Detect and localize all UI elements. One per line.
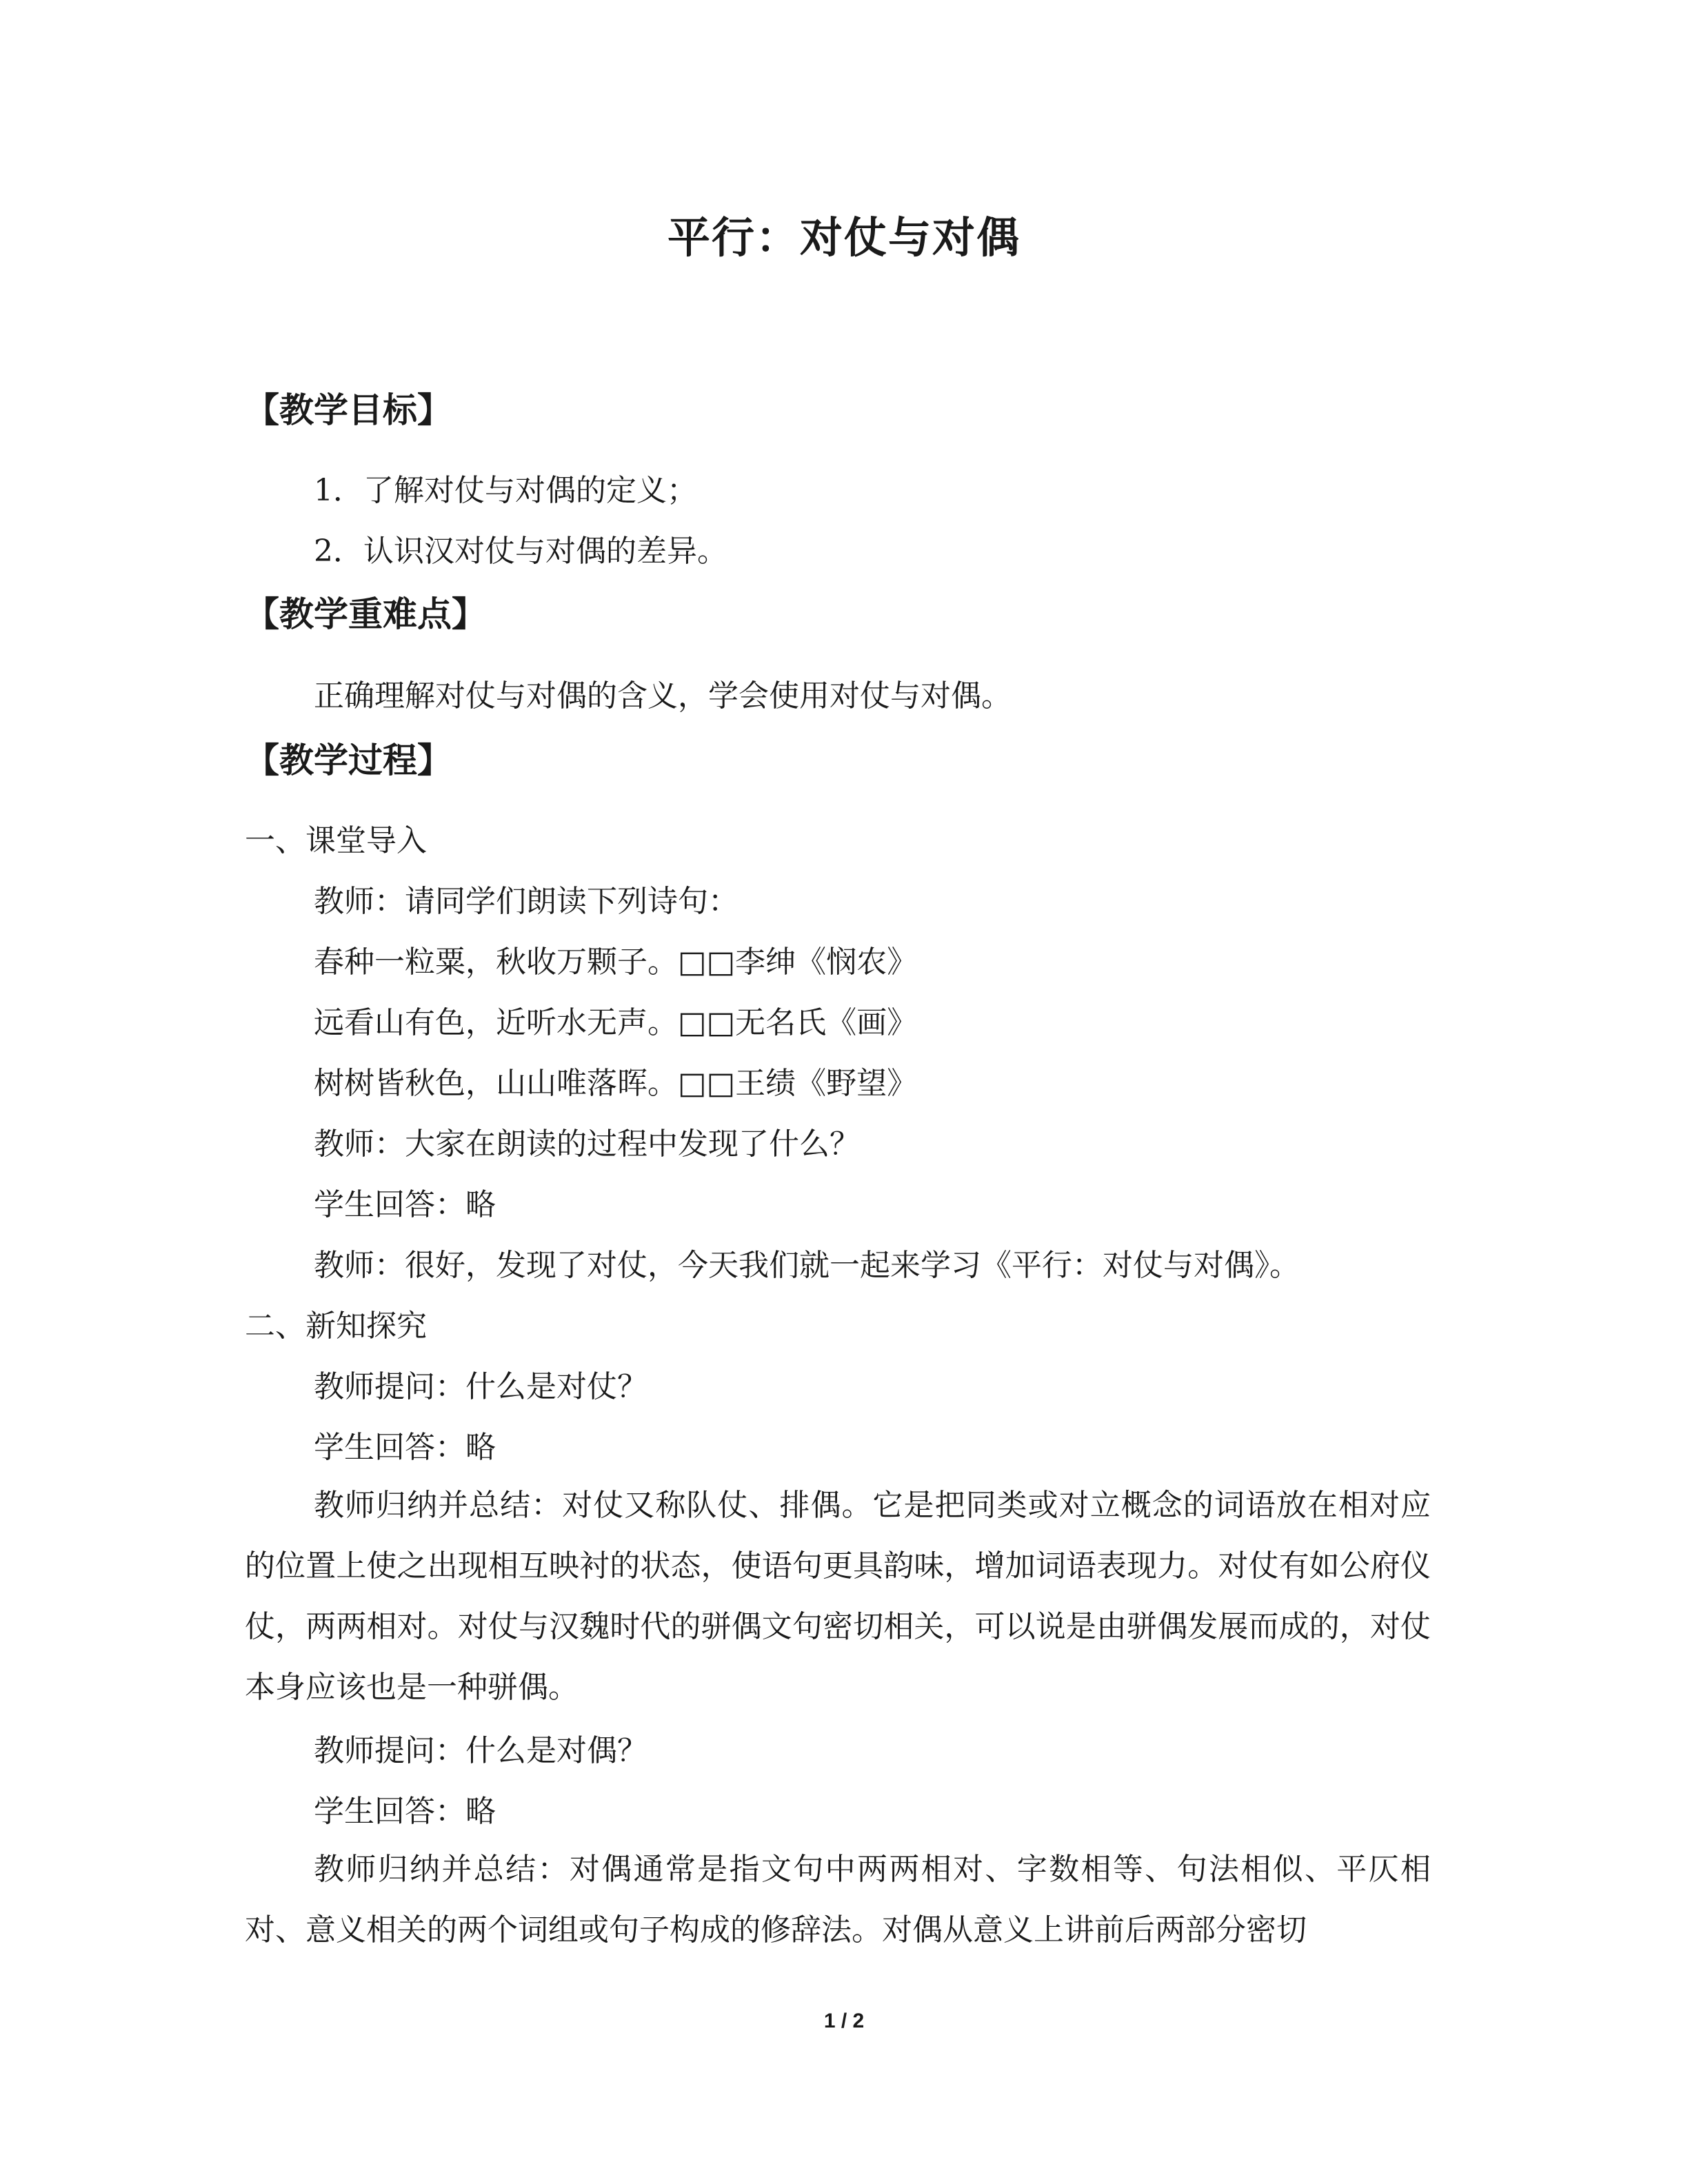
dialogue-line: 教师：请同学们朗读下列诗句： xyxy=(314,884,738,919)
dialogue-line: 学生回答：略 xyxy=(314,1430,496,1465)
objectives-heading: 【教学目标】 xyxy=(245,390,452,430)
section-title-intro: 一、课堂导入 xyxy=(245,823,427,858)
summary-paragraph: 教师归纳并总结：对偶通常是指文句中两两相对、字数相等、句法相似、平仄相对、意义相关的两个词组或句子构成的修辞法。对偶从意义上讲前后两部分密切 xyxy=(245,1852,1431,1948)
dialogue-line: 学生回答：略 xyxy=(314,1794,496,1829)
dialogue-line: 教师：大家在朗读的过程中发现了什么？ xyxy=(314,1126,860,1162)
poem-line: 远看山有色，近听水无声。□□无名氏《画》 xyxy=(314,1005,918,1040)
keypoints-heading: 【教学重难点】 xyxy=(245,594,486,634)
page-title: 平行：对仗与对偶 xyxy=(667,212,1021,263)
dialogue-line: 学生回答：略 xyxy=(314,1187,496,1222)
keypoints-text: 正确理解对仗与对偶的含义，学会使用对仗与对偶。 xyxy=(314,678,1012,714)
dialogue-line: 教师提问：什么是对仗？ xyxy=(314,1369,647,1404)
process-heading: 【教学过程】 xyxy=(245,740,452,780)
poem-line: 树树皆秋色，山山唯落晖。□□王绩《野望》 xyxy=(314,1066,918,1101)
summary-paragraph: 教师归纳并总结：对仗又称队仗、排偶。它是把同类或对立概念的词语放在相对应的位置上使之出现相互映衬的状态，使语句更具韵味，增加词语表现力。对仗有如公府仪仗，两两相对。对仗与汉魏时代的骈偶文句密切相关，可以说是由骈偶发展而成的，对仗本身应该也是一种骈偶。 xyxy=(245,1488,1431,1705)
objective-item-2: 2．认识汉对仗与对偶的差异。 xyxy=(314,534,727,569)
poem-line: 春种一粒粟，秋收万颗子。□□李绅《悯农》 xyxy=(314,944,918,980)
page-number: 1 / 2 xyxy=(823,2010,865,2032)
dialogue-line: 教师提问：什么是对偶？ xyxy=(314,1733,647,1768)
objective-item-1: 1．了解对仗与对偶的定义； xyxy=(314,473,697,508)
dialogue-line: 教师：很好，发现了对仗，今天我们就一起来学习《平行：对仗与对偶》。 xyxy=(314,1248,1300,1283)
section-title-explore: 二、新知探究 xyxy=(245,1308,427,1344)
